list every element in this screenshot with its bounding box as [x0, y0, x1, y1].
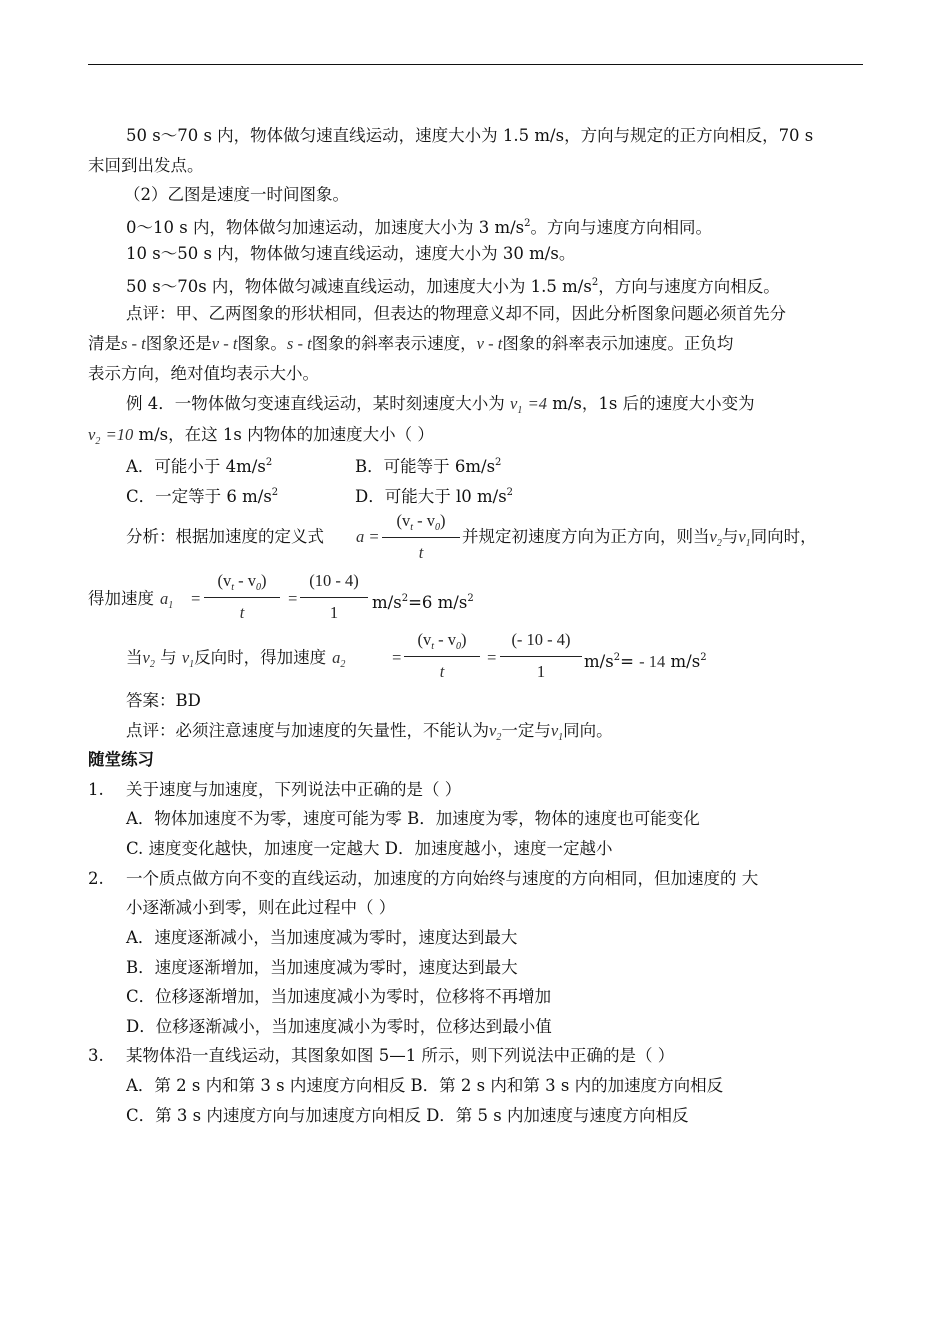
option-d: D．可能大于 l0 $m/s^2$ — [355, 487, 514, 506]
answer-line: 答案：BD — [126, 691, 201, 710]
text-fragment: m/s，在这 1s 内物体的加速度大小（ ） — [138, 425, 434, 444]
text-line — [126, 272, 780, 298]
fraction-definition: $(v_t - v_0)$ t — [204, 571, 280, 625]
text-line: 表示方向，绝对值均表示大小。 — [88, 364, 319, 383]
question-number: 1. — [88, 780, 104, 799]
text-line: 当$v_2$ 与 $v_1$反向时，得加速度 $a_2$ — [126, 648, 346, 670]
text-line — [126, 393, 755, 422]
math-v-t: v - t — [476, 334, 503, 353]
math-eq: =4 — [527, 394, 547, 413]
text-line: 并规定初速度方向为正方向，则当$v_2$与$v_1$同向时， — [462, 527, 817, 549]
text-line: 点评：必须注意速度与加速度的矢量性，不能认为$v_2$一定与$v_1$同向。 — [126, 721, 613, 743]
question-number: 2. — [88, 869, 104, 888]
math-v-t: v - t — [211, 334, 238, 353]
text-fragment: 。方向与速度方向相同。 — [530, 218, 712, 237]
fraction-numerator: $(v_t - v_0)$ — [396, 511, 446, 533]
text-fragment: 例 4．一物体做匀变速直线运动，某时刻速度大小为 — [126, 394, 505, 413]
text-line: （2）乙图是速度一时间图象。 — [124, 185, 349, 204]
fraction-denominator: t — [418, 543, 424, 562]
option-b: B．可能等于 $6m/s^2$ — [355, 457, 502, 476]
option-a: A．可能小于 $4m/s^2$ — [126, 457, 273, 476]
math-eq: = — [391, 648, 403, 667]
question-option: B．速度逐渐增加，当加速度减为零时，速度达到最大 — [126, 958, 518, 977]
text-fragment: 图象。 — [237, 334, 287, 353]
fraction-values: (- 10 - 4) 1 — [500, 630, 582, 684]
section-title: 随堂练习 — [88, 750, 154, 769]
question-option: C．位移逐渐增加，当加速度减小为零时，位移将不再增加 — [126, 987, 552, 1006]
text-fragment: 图象的斜率表示速度， — [311, 334, 477, 353]
math-eq: =10 — [105, 425, 134, 444]
question-stem: 小逐渐减小到零，则在此过程中（ ） — [126, 898, 396, 917]
question-stem: 关于速度与加速度，下列说法中正确的是（ ） — [126, 780, 462, 799]
superscript: 2 — [591, 277, 599, 288]
text-line: 点评：甲、乙两图象的形状相同，但表达的物理意义却不同，因此分析图象问题必须首先分 — [126, 304, 786, 323]
text-fragment: 0～10 s 内，物体做匀加速运动，加速度大小为 3 m/s — [126, 218, 525, 237]
math-s-t: s - t — [121, 334, 146, 353]
text-fragment: m/s，1s 后的速度大小变为 — [552, 394, 755, 413]
math-v2: $v_2$ — [88, 425, 101, 447]
math-eq: = — [486, 648, 498, 667]
fraction-definition: $(v_t - v_0)$ t — [404, 630, 480, 684]
text-line: $m/s^2=6$ $m/s^2$ — [372, 593, 474, 612]
text-line: 得加速度 $a_1$ — [88, 589, 174, 611]
math-a-eq: a = — [356, 527, 380, 546]
fraction-bar — [382, 537, 460, 538]
text-fragment: 50 s～70s 内，物体做匀减速直线运动，加速度大小为 1.5 m/s — [126, 277, 592, 296]
question-stem: 一个质点做方向不变的直线运动，加速度的方向始终与速度的方向相同，但加速度的 大 — [126, 869, 759, 888]
question-option: C．第 3 s 内速度方向与加速度方向相反 D．第 5 s 内加速度与速度方向相反 — [126, 1106, 689, 1125]
text-fragment: 图象还是 — [145, 334, 212, 353]
text-line: $m/s^2= - 14$ $m/s^2$ — [584, 652, 707, 671]
text-line — [88, 424, 434, 453]
question-option: A．物体加速度不为零，速度可能为零 B．加速度为零，物体的速度也可能变化 — [126, 809, 700, 828]
text-line — [126, 213, 712, 239]
question-stem: 某物体沿一直线运动，其图象如图 5—1 所示，则下列说法中正确的是（ ） — [126, 1046, 675, 1065]
text-fragment: 清是 — [88, 334, 121, 353]
text-line: 10 s～50 s 内，物体做匀速直线运动，速度大小为 30 m/s。 — [126, 244, 576, 263]
question-option: A．速度逐渐减小，当加速度减为零时，速度达到最大 — [126, 928, 518, 947]
text-fragment: ，方向与速度方向相反。 — [598, 277, 780, 296]
text-line: 末回到出发点。 — [88, 156, 204, 175]
fraction-definition — [382, 511, 460, 565]
question-option: A．第 2 s 内和第 3 s 内速度方向相反 B．第 2 s 内和第 3 s 内的加速度方向相反 — [126, 1076, 724, 1095]
math-eq: = — [190, 589, 202, 608]
math-v1: $v_1$ — [510, 394, 523, 416]
superscript: 2 — [524, 218, 531, 229]
header-rule — [88, 64, 863, 65]
text-line: 50 s～70 s 内，物体做匀速直线运动，速度大小为 1.5 m/s，方向与规定的正方向相反，70 s — [126, 126, 814, 145]
math-s-t: s - t — [286, 334, 312, 353]
text-line — [88, 333, 733, 355]
question-option: D．位移逐渐减小，当加速度减小为零时，位移达到最小值 — [126, 1017, 552, 1036]
fraction-values: (10 - 4) 1 — [300, 571, 368, 625]
math-eq: = — [287, 589, 299, 608]
question-number: 3. — [88, 1046, 104, 1065]
option-c: C．一定等于 6 $m/s^2$ — [126, 487, 279, 506]
text-fragment: 分析：根据加速度的定义式 — [126, 527, 324, 546]
question-option: C. 速度变化越快，加速度一定越大 D．加速度越小，速度一定越小 — [126, 839, 613, 858]
text-fragment: 图象的斜率表示加速度。正负均 — [502, 334, 734, 353]
